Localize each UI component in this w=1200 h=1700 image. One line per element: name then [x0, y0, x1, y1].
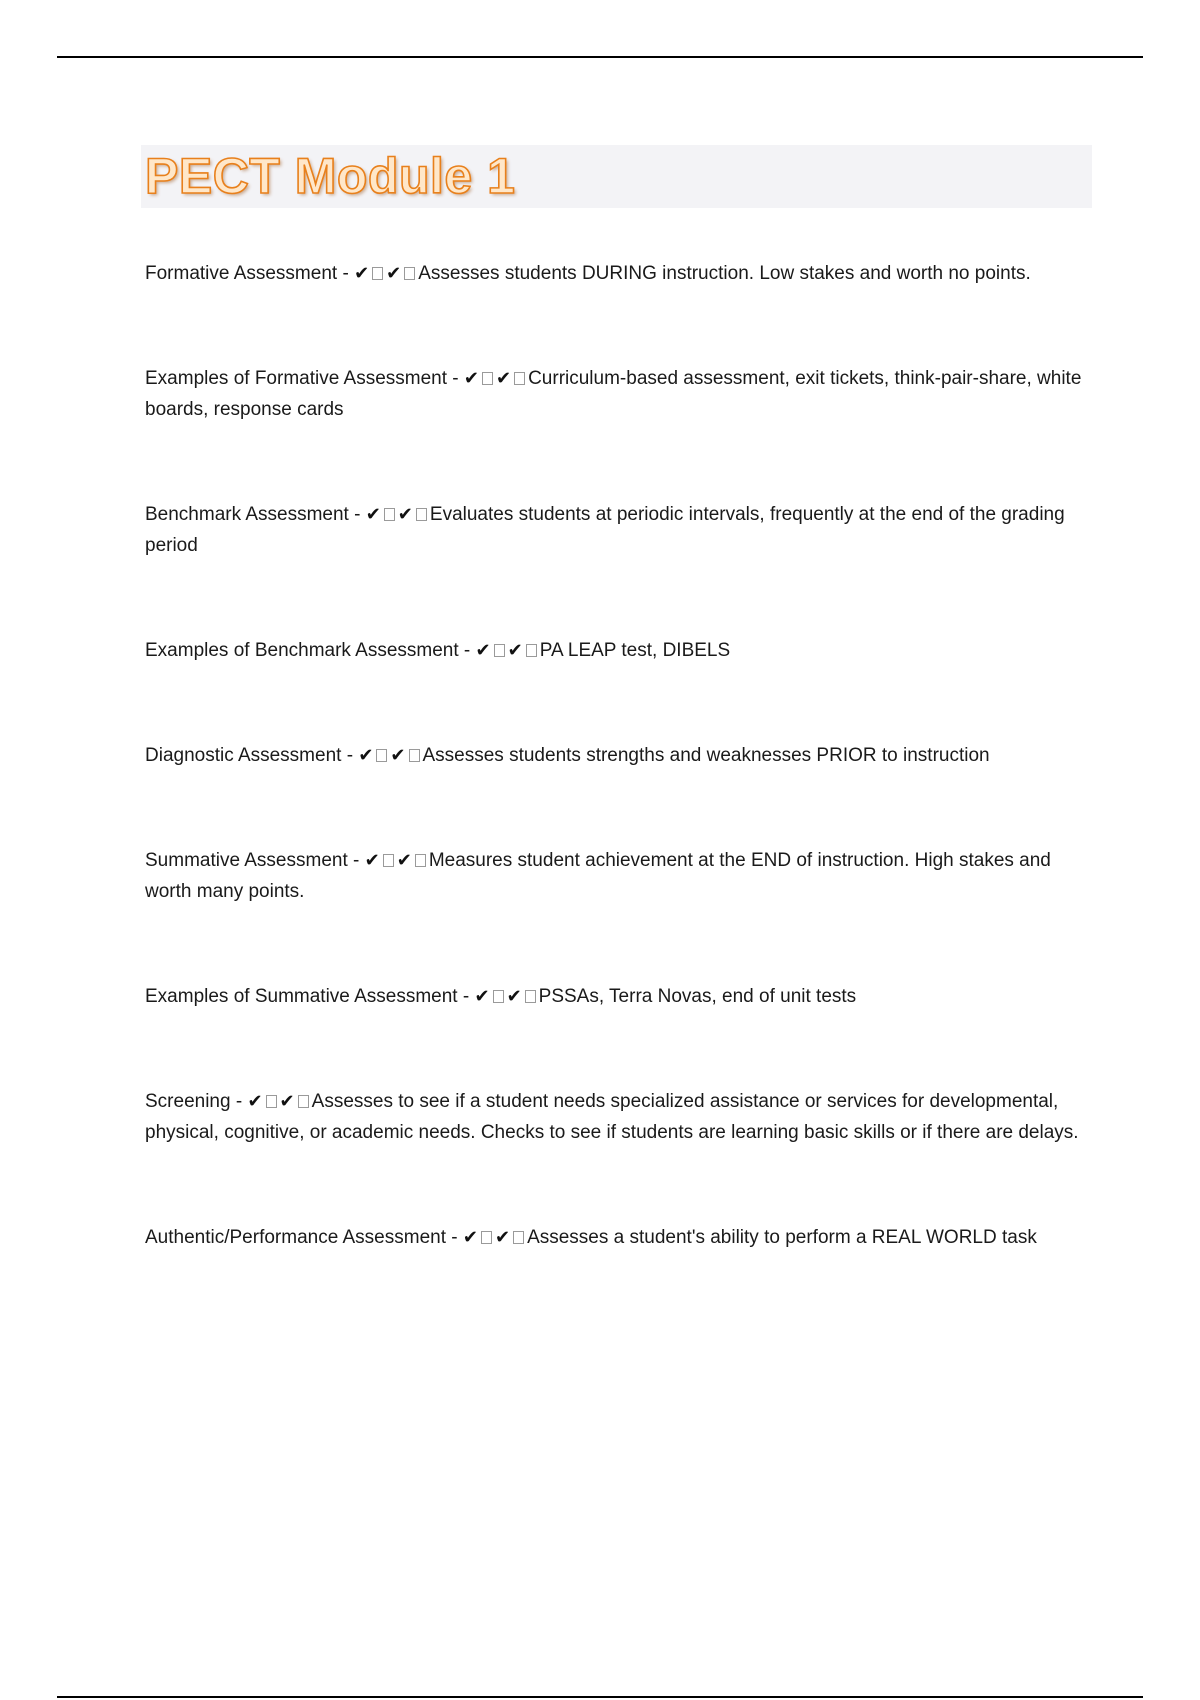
entry-term: Examples of Formative Assessment	[145, 368, 447, 389]
page-top-rule	[57, 56, 1143, 58]
check-icon: ✔	[365, 504, 381, 525]
flashcard-entry	[145, 981, 1090, 1012]
check-icon: ✔	[494, 1227, 511, 1248]
entry-separator: -	[341, 745, 359, 766]
entry-definition: Measures student achievement at the END of instruction. High stakes and worth many points.	[145, 850, 1051, 902]
entry-definition: Assesses students DURING instruction. Low stakes and worth no points.	[418, 263, 1031, 284]
check-icon: ✔	[475, 640, 491, 661]
flashcard-list	[145, 258, 1090, 1327]
check-icon: ✔	[495, 368, 512, 389]
entry-separator: -	[458, 640, 476, 661]
document-title: PECT Module 1	[145, 148, 516, 204]
flashcard-entry	[145, 740, 1090, 771]
missing-glyph-box-icon	[415, 854, 426, 867]
page-bottom-rule	[57, 1696, 1143, 1698]
entry-term: Summative Assessment	[145, 850, 348, 871]
missing-glyph-box-icon	[514, 372, 525, 385]
entry-definition: Assesses to see if a student needs specialized assistance or services for developmental, physical, cognitive, or academic needs. Checks to see if students are learning basic skills or if there are delays.	[145, 1091, 1079, 1143]
entry-definition: Assesses students strengths and weaknesses PRIOR to instruction	[422, 745, 990, 766]
entry-definition: Evaluates students at periodic intervals, frequently at the end of the grading period	[145, 504, 1065, 556]
missing-glyph-box-icon	[416, 508, 427, 521]
missing-glyph-box-icon	[525, 990, 536, 1003]
entry-separator: -	[348, 504, 366, 525]
check-icon: ✔	[397, 504, 413, 525]
missing-glyph-box-icon	[494, 644, 505, 657]
missing-glyph-box-icon	[526, 644, 537, 657]
check-icon: ✔	[462, 1227, 478, 1248]
entry-term: Authentic/Performance Assessment	[145, 1227, 446, 1248]
missing-glyph-box-icon	[513, 1231, 524, 1244]
entry-separator: -	[230, 1091, 248, 1112]
check-icon: ✔	[247, 1091, 263, 1112]
flashcard-entry	[145, 1222, 1090, 1253]
entry-separator: -	[457, 986, 475, 1007]
check-icon: ✔	[396, 850, 412, 871]
missing-glyph-box-icon	[383, 854, 394, 867]
entry-separator: -	[447, 368, 464, 389]
check-icon: ✔	[364, 850, 380, 871]
entry-separator: -	[337, 263, 355, 284]
missing-glyph-box-icon	[482, 372, 493, 385]
missing-glyph-box-icon	[376, 749, 387, 762]
check-icon: ✔	[463, 368, 479, 389]
flashcard-entry	[145, 1086, 1090, 1148]
entry-term: Screening	[145, 1091, 231, 1112]
missing-glyph-box-icon	[266, 1095, 277, 1108]
missing-glyph-box-icon	[404, 267, 415, 280]
missing-glyph-box-icon	[372, 267, 383, 280]
title-banner	[141, 145, 1092, 208]
check-icon: ✔	[474, 986, 490, 1007]
check-icon: ✔	[390, 745, 406, 766]
entry-term: Diagnostic Assessment	[145, 745, 342, 766]
flashcard-entry	[145, 845, 1090, 907]
flashcard-entry	[145, 363, 1090, 425]
missing-glyph-box-icon	[481, 1231, 492, 1244]
entry-separator: -	[347, 850, 365, 871]
missing-glyph-box-icon	[493, 990, 504, 1003]
entry-separator: -	[445, 1227, 463, 1248]
entry-term: Examples of Summative Assessment	[145, 986, 458, 1007]
missing-glyph-box-icon	[298, 1095, 309, 1108]
flashcard-entry	[145, 258, 1090, 289]
check-icon: ✔	[507, 640, 523, 661]
check-icon: ✔	[506, 986, 522, 1007]
check-icon: ✔	[386, 263, 402, 284]
check-icon: ✔	[358, 745, 374, 766]
entry-definition: PSSAs, Terra Novas, end of unit tests	[538, 986, 857, 1007]
entry-definition: Assesses a student's ability to perform a REAL WORLD task	[527, 1227, 1037, 1248]
check-icon: ✔	[279, 1091, 295, 1112]
missing-glyph-box-icon	[409, 749, 420, 762]
missing-glyph-box-icon	[384, 508, 395, 521]
entry-term: Examples of Benchmark Assessment	[145, 640, 459, 661]
entry-term: Formative Assessment	[145, 263, 338, 284]
flashcard-entry	[145, 499, 1090, 561]
entry-definition: PA LEAP test, DIBELS	[539, 640, 731, 661]
check-icon: ✔	[354, 263, 370, 284]
entry-definition: Curriculum-based assessment, exit tickets, think-pair-share, white boards, response cards	[145, 368, 1082, 420]
flashcard-entry	[145, 635, 1090, 666]
entry-term: Benchmark Assessment	[145, 504, 349, 525]
